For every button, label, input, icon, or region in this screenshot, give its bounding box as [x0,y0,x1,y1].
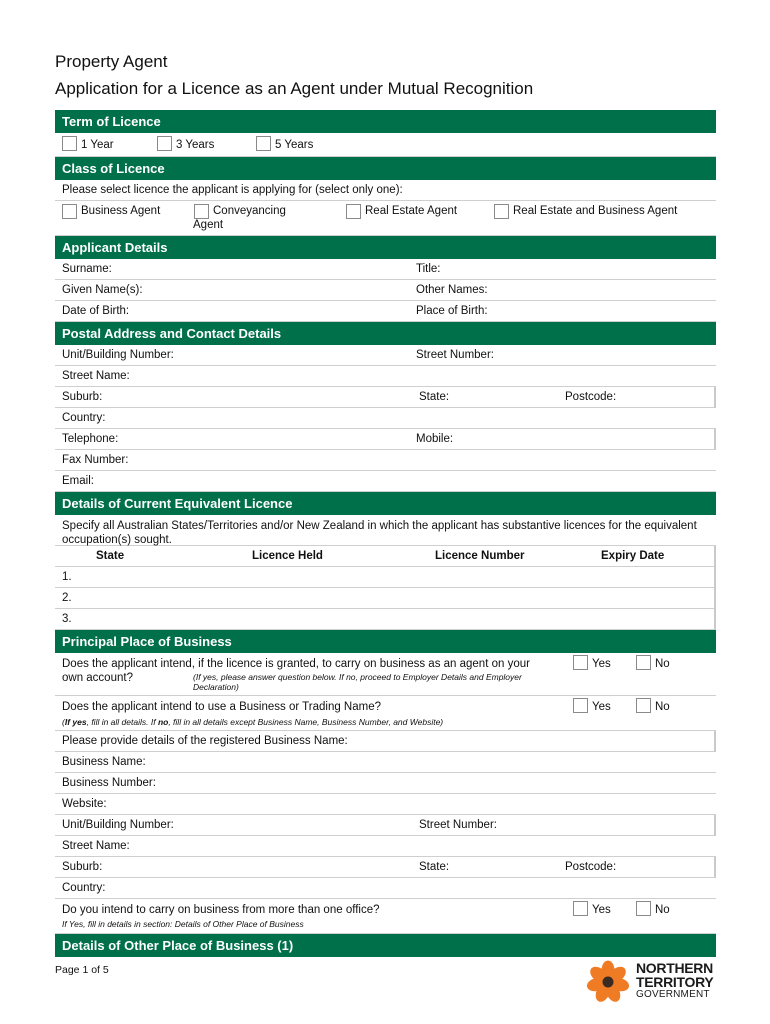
trading-name-question [55,696,716,731]
multiple-offices-text: Do you intend to carry on business from more than one office? [62,904,380,916]
equiv-row-3[interactable]: 3. [55,609,716,630]
trading-name-yes[interactable]: Yes [573,700,611,715]
real-estate-business-agent-checkbox[interactable] [494,204,509,219]
page-number: Page 1 of 5 [55,964,109,976]
page-title: Property Agent [55,52,168,71]
nt-government-logo [584,958,724,1008]
business-country-field[interactable]: Country: [55,878,716,899]
term-3-years-checkbox[interactable] [157,136,172,151]
website-field[interactable]: Website: [55,794,716,815]
multiple-offices-question [55,899,716,934]
postal-suburb-field[interactable]: Suburb: State: Postcode: [55,387,716,408]
multiple-offices-yes-checkbox[interactable] [573,901,588,916]
col-state: State [96,550,125,562]
postal-country-field[interactable]: Country: [55,408,716,429]
trading-name-text: Does the applicant intend to use a Business or Trading Name? [62,701,381,713]
postal-street-name-field[interactable]: Street Name: [55,366,716,387]
equiv-instruction: Specify all Australian States/Territories and/or New Zealand in which the applicant has substantive licences for the equivalent occupation(s) sought. [55,515,716,546]
fax-number-field[interactable]: Fax Number: [55,450,716,471]
logo-text: NORTHERN TERRITORY GOVERNMENT [636,960,714,1000]
business-postcode-field[interactable]: Postcode: [565,861,617,873]
business-name-field[interactable]: Business Name: [55,752,716,773]
trading-name-note: (If yes, fill in all details. If no, fill in all details except Business Name, Business Number, and Website) [62,717,444,727]
title-field[interactable]: Title: [416,263,441,275]
section-other-place-of-business: Details of Other Place of Business (1) [55,934,716,957]
section-class-of-licence: Class of Licence [55,157,716,180]
class-business-agent-option[interactable]: Business Agent [62,204,160,219]
business-agent-checkbox[interactable] [62,204,77,219]
trading-name-yes-checkbox[interactable] [573,698,588,713]
business-street-name-field[interactable]: Street Name: [55,836,716,857]
desert-rose-icon [584,958,632,1006]
class-real-estate-business-agent-option[interactable]: Real Estate and Business Agent [494,204,677,219]
col-licence-number: Licence Number [435,550,525,562]
business-street-number-field[interactable]: Street Number: [419,819,497,831]
business-number-field[interactable]: Business Number: [55,773,716,794]
surname-field[interactable]: Surname: Title: [55,259,716,280]
postal-postcode-field[interactable]: Postcode: [565,391,617,403]
section-term-of-licence: Term of Licence [55,110,716,133]
section-postal-address: Postal Address and Contact Details [55,322,716,345]
own-account-yes-checkbox[interactable] [573,655,588,670]
multiple-offices-note: If Yes, fill in details in section: Details of Other Place of Business [62,919,304,929]
class-conveyancing-agent-option[interactable]: Conveyancing Agent [193,205,286,231]
page-subtitle: Application for a Licence as an Agent under Mutual Recognition [55,79,534,98]
section-equivalent-licence: Details of Current Equivalent Licence [55,492,716,515]
mobile-field[interactable]: Mobile: [416,433,454,445]
postal-state-field[interactable]: State: [419,391,450,403]
given-names-field[interactable]: Given Name(s): Other Names: [55,280,716,301]
term-options-row [55,133,716,157]
equiv-table-header [55,546,716,567]
email-field[interactable]: Email: [55,471,716,492]
telephone-field[interactable]: Telephone: Mobile: [55,429,716,450]
application-form [55,110,716,957]
place-of-birth-field[interactable]: Place of Birth: [416,305,488,317]
registered-name-instruction: Please provide details of the registered Business Name: [55,731,716,752]
business-suburb-field[interactable]: Suburb: State: Postcode: [55,857,716,878]
term-1-year-checkbox[interactable] [62,136,77,151]
multiple-offices-no[interactable]: No [636,903,670,918]
term-1-year-option[interactable]: 1 Year [62,133,114,157]
col-expiry-date: Expiry Date [601,550,665,562]
class-real-estate-agent-option[interactable]: Real Estate Agent [346,204,457,219]
trading-name-no-checkbox[interactable] [636,698,651,713]
trading-name-no[interactable]: No [636,700,670,715]
term-3-years-option[interactable]: 3 Years [157,133,214,157]
own-account-yes[interactable]: Yes [573,657,611,672]
logo-centre [603,977,614,988]
section-applicant-details: Applicant Details [55,236,716,259]
conveyancing-agent-checkbox[interactable] [194,204,209,219]
own-account-no[interactable]: No [636,657,670,672]
business-state-field[interactable]: State: [419,861,450,873]
section-principal-place-of-business: Principal Place of Business [55,630,716,653]
term-5-years-option[interactable]: 5 Years [256,133,313,157]
equiv-row-2[interactable]: 2. [55,588,716,609]
col-licence-held: Licence Held [252,550,323,562]
own-account-question [55,653,716,696]
class-instruction: Please select licence the applicant is applying for (select only one): [55,180,716,201]
own-account-note: (If yes, please answer question below. If no, proceed to Employer Details and Employer Declaration) [193,672,522,692]
term-5-years-checkbox[interactable] [256,136,271,151]
postal-unit-field[interactable]: Unit/Building Number: Street Number: [55,345,716,366]
date-of-birth-field[interactable]: Date of Birth: Place of Birth: [55,301,716,322]
business-unit-field[interactable]: Unit/Building Number: Street Number: [55,815,716,836]
equiv-row-1[interactable]: 1. [55,567,716,588]
own-account-text: Does the applicant intend, if the licence is granted, to carry on business as an agent on your own account? [62,658,530,684]
multiple-offices-no-checkbox[interactable] [636,901,651,916]
own-account-no-checkbox[interactable] [636,655,651,670]
real-estate-agent-checkbox[interactable] [346,204,361,219]
postal-street-number-field[interactable]: Street Number: [416,349,494,361]
class-options-row [55,201,716,236]
other-names-field[interactable]: Other Names: [416,284,488,296]
multiple-offices-yes[interactable]: Yes [573,903,611,918]
